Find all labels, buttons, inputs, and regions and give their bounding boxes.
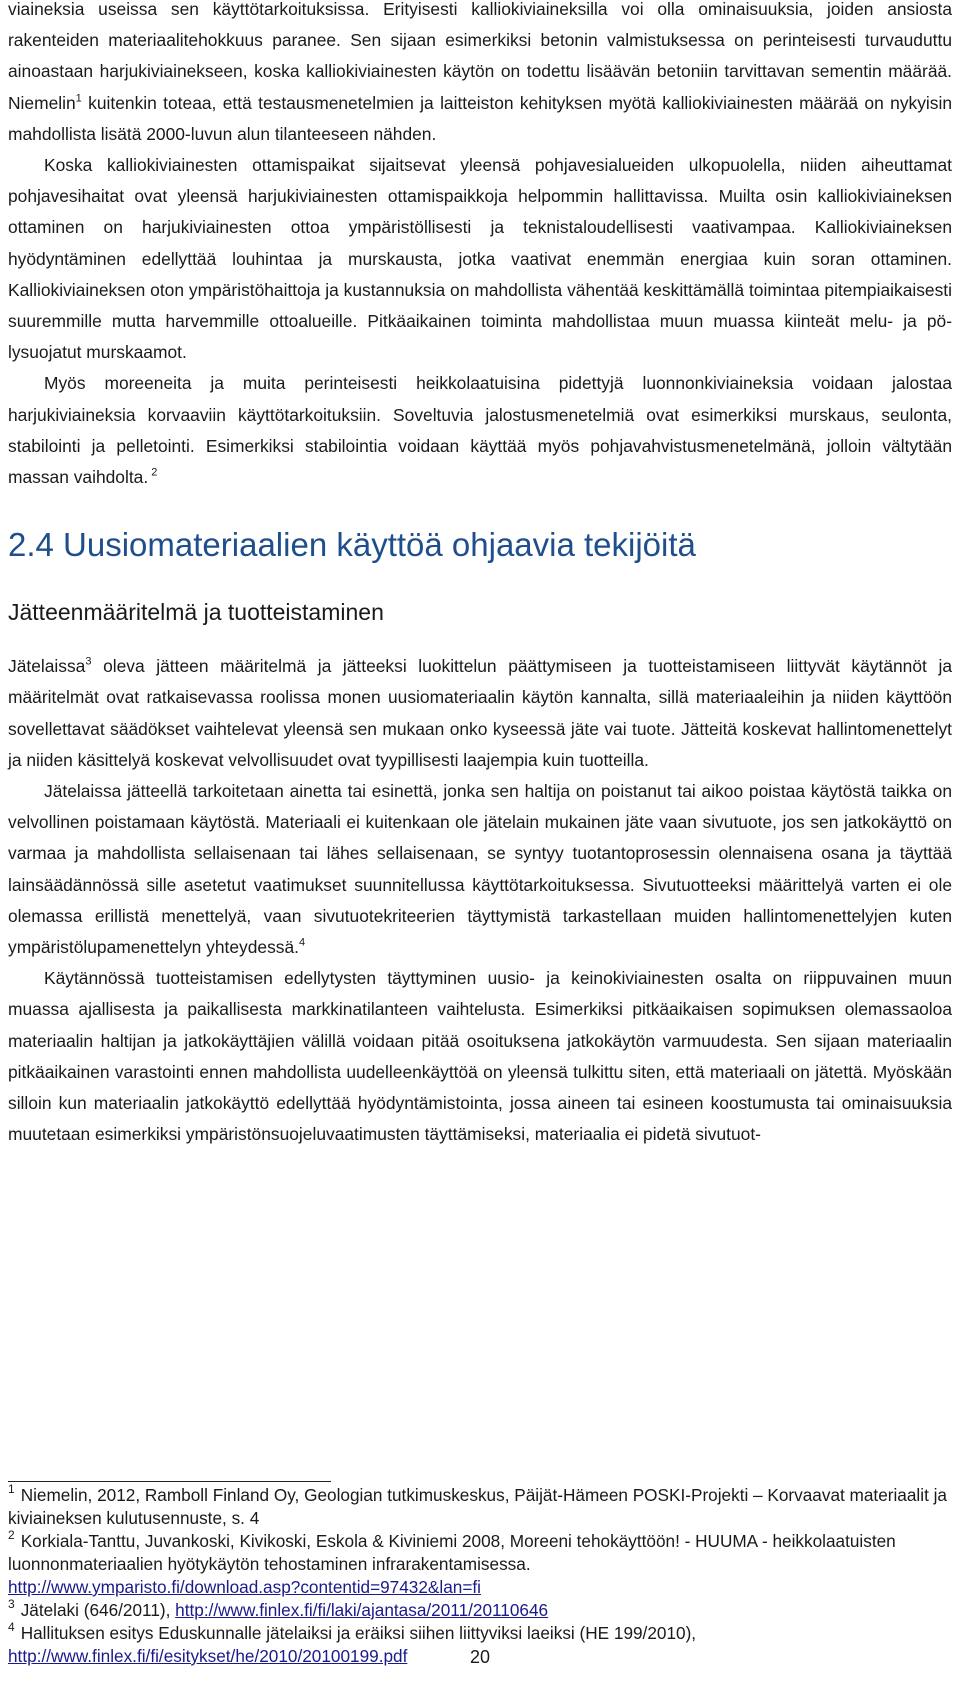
paragraph-text: kuitenkin toteaa, että testausmenetelmien ja laitteiston kehityksen myötä kalliokiviainesten määrää on nykyisin mahdollista lisätä 2000-luvun alun tilanteeseen nähden. bbox=[8, 92, 952, 144]
page-number: 20 bbox=[469, 1647, 491, 1667]
footnote-number: 4 bbox=[8, 1619, 15, 1634]
footnote-link[interactable]: http://www.finlex.fi/fi/esitykset/he/2010/20100199.pdf bbox=[8, 1646, 408, 1666]
footnote-number: 1 bbox=[8, 1481, 15, 1496]
paragraph bbox=[8, 651, 952, 776]
paragraph-text: Myös moreeneita ja muita perinteisesti heikkolaatuisina pidettyjä luonnonkiviaineksia voidaan jalostaa harjukiviaineksia korvaaviin käyttötarkoituksiin. Soveltuvia jalostusmenetelmiä ovat esimerkiksi murskaus, seulonta, stabilointi ja pelletointi. Esimerkiksi stabilointia voidaan käyttää myös pohjavahvistusmenetelmänä, jolloin vältytään massan vaihdolta. bbox=[8, 373, 952, 488]
footnote-ref[interactable]: 2 bbox=[148, 466, 158, 479]
paragraph-text: Jätelaissa bbox=[8, 656, 86, 677]
footnote-text: Niemelin, 2012, Ramboll Finland Oy, Geologian tutkimuskeskus, Päijät-Hämeen POSKI-Projekti – Korvaavat materiaalit ja kiviaineksen kulutusennuste, s. 4 bbox=[8, 1485, 947, 1528]
footnote-text: Hallituksen esitys Eduskunnalle jätelaiksi ja eräiksi siihen liittyviksi laeiksi (HE 199/2010), bbox=[20, 1623, 697, 1643]
footnotes bbox=[8, 1481, 952, 1668]
paragraph bbox=[8, 776, 952, 963]
paragraph-text: Jätelaissa jätteellä tarkoitetaan ainetta tai esinettä, jonka sen haltija on poistanut tai aikoo poistaa käytöstä taikka on velvollinen poistamaan käytöstä. Materiaali ei kuitenkaan ole jätelain mukainen jäte vaan sivutuote, jos sen jatkokäyttö on varmaa ja mahdollista sellaisenaan tai lähes sellaisenaan, se syntyy tuotantoprosessin olennaisena osana ja täyttää lainsäädännössä sille asetetut vaatimukset suunnitellussa käyttötarkoituksessa. Sivutuotteeksi määrittelyä varten ei ole olemassa erillistä menettelyä, vaan sivutuotekriteerien täyttymistä tarkastellaan muiden hallintomenettelyjen kuten ympäristölupamenettelyn yhteydessä. bbox=[8, 781, 952, 958]
footnote-link[interactable]: http://www.finlex.fi/fi/laki/ajantasa/2011/20110646 bbox=[175, 1600, 549, 1620]
footnote-link[interactable]: http://www.ymparisto.fi/download.asp?contentid=97432&lan=fi bbox=[8, 1577, 481, 1597]
footnote-number: 2 bbox=[8, 1527, 15, 1542]
footnote bbox=[8, 1481, 952, 1530]
spacer bbox=[8, 627, 952, 651]
subsection-heading: Jätteenmääritelmä ja tuotteistaminen bbox=[8, 599, 384, 626]
footnote bbox=[8, 1527, 952, 1599]
footnote-ref[interactable]: 1 bbox=[75, 91, 82, 104]
document-page bbox=[8, 0, 952, 1151]
footnote-text: Jätelaki (646/2011), bbox=[20, 1600, 176, 1620]
paragraph: Koska kalliokiviainesten ottamispaikat sijaitsevat yleensä pohjavesialueiden ulkopuolella, niiden aiheuttamat pohjavesihaitat ovat yleensä harjukiviainesten ottamispaikkoja helpommin hallittavissa. Muilta osin kalliokiviaineksen ottaminen on harjukiviainesten ottoa ympäristöllisesti ja teknistaloudellisesti vaativampaa. Kalliokiviaineksen hyödyntäminen edellyttää louhintaa ja murskausta, jotka vaativat enemmän energiaa kuin soran ottaminen. Kalliokiviaineksen oton ympäristöhaittoja ja kustannuksia on mahdollista vähentää keskittämällä toimintaa pitempiaikaisesti suuremmille mutta harvemmille ottoalueille. Pitkäaikainen toiminta mahdollistaa muun muassa kiinteät melu- ja pölysuojatut murskaamot. bbox=[8, 155, 952, 363]
paragraph: Käytännössä tuotteistamisen edellytysten täyttyminen uusio- ja keinokiviainesten osalta on riippuvainen muun muassa ajallisesta ja paikallisesta markkinatilanteen vaihtelusta. Esimerkiksi pitkäaikaisen sopimuksen olemassaoloa materiaalin haltijan ja jatkokäyttäjien välillä voidaan pitää osoituksena jatkokäytön varmuudesta. Sen sijaan materiaalin pitkäaikainen varastointi ennen mahdollista uudelleenkäyttöä on yleensä tulkittu siten, että materiaali on jätettä. Myöskään silloin kun materiaalin jatkokäyttö edellyttää hyödyntämistointa, jossa aineen tai esineen koostumusta tai ominaisuuksia muutetaan esimerkiksi ympäristönsuojeluvaatimusten täyttämiseksi, materiaalia ei pidetä sivutuot- bbox=[8, 968, 952, 1145]
paragraph-text: oleva jätteen määritelmä ja jätteeksi luokittelun päättymiseen ja tuotteistamiseen liittyvät käytännöt ja määritelmät ovat ratkaisevassa roolissa monen uusiomateriaalin käytön kannalta, sillä materiaaleihin ja niiden käyttöön sovellettavat säädökset vaihtelevat yleensä sen mukaan onko kyseessä jäte vai tuote. Jätteitä koskevat hallintomenettelyt ja niiden käsittelyä koskevat velvollisuudet ovat tyypillisesti laajempia kuin tuotteilla. bbox=[8, 656, 952, 770]
footnote-number: 3 bbox=[8, 1596, 15, 1611]
footnote-ref[interactable]: 4 bbox=[298, 936, 306, 949]
footnote-ref[interactable]: 3 bbox=[85, 655, 92, 668]
footnote-divider bbox=[8, 1481, 331, 1482]
footnote bbox=[8, 1596, 952, 1622]
section-heading: 2.4 Uusiomateriaalien käyttöä ohjaavia tekijöitä bbox=[8, 526, 696, 564]
paragraph bbox=[8, 368, 952, 493]
paragraph-text: viaineksia useissa sen käyttötarkoituksissa. Erityisesti kalliokiviaineksilla voi olla ominaisuuksia, joiden ansiosta rakenteiden materiaalitehokkuus paranee. Sen sijaan esimerkiksi betonin valmistuksessa on perinteisesti turvauduttu ainoastaan harjukiviainekseen, koska kalliokiviainesten käytön on todettu lisäävän betoniin tarvittavan sementin määrää. Niemelin bbox=[8, 0, 952, 113]
footnote-text: Korkiala-Tanttu, Juvankoski, Kivikoski, Eskola & Kiviniemi 2008, Moreeni tehokäyttöön! - HUUMA - heikkolaatuisten luonnonmateriaalien hyötykäytön tehostaminen infrarakentamisessa. bbox=[8, 1531, 896, 1574]
paragraph-continued bbox=[8, 0, 952, 150]
